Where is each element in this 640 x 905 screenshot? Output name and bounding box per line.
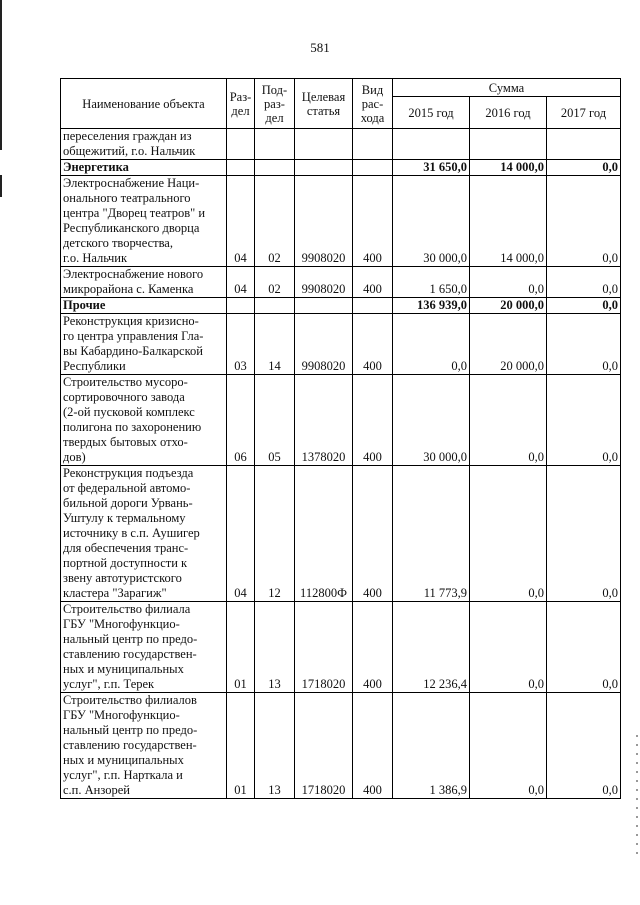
cell-y2016: 20 000,0	[470, 314, 547, 375]
cell-y2015: 30 000,0	[393, 375, 470, 466]
table-row	[61, 693, 621, 799]
cell-target: 1718020	[295, 693, 353, 799]
cell-y2017: 0,0	[547, 466, 621, 602]
cell-y2016: 0,0	[470, 693, 547, 799]
cell-razdel	[227, 129, 255, 160]
cell-name: Энергетика	[61, 160, 227, 176]
cell-podrazdel: 05	[255, 375, 295, 466]
cell-target: 9908020	[295, 314, 353, 375]
cell-y2015: 12 236,4	[393, 602, 470, 693]
cell-y2017: 0,0	[547, 314, 621, 375]
cell-name: Строительство филиала ГБУ "Многофункцио- нальный центр по предо- ставлению государствен- ных и муниципальных услуг", г.п. Терек	[61, 602, 227, 693]
table-row	[61, 375, 621, 466]
cell-name: Строительство мусоро- сортировочного завода (2-ой пусковой комплекс полигона по захоронению твердых бытовых отхо- дов)	[61, 375, 227, 466]
cell-target: 112800Ф	[295, 466, 353, 602]
cell-podrazdel: 13	[255, 602, 295, 693]
cell-vid	[353, 298, 393, 314]
cell-vid	[353, 129, 393, 160]
cell-y2015: 0,0	[393, 314, 470, 375]
cell-podrazdel: 12	[255, 466, 295, 602]
header-2017: 2017 год	[547, 97, 621, 129]
cell-y2016: 0,0	[470, 267, 547, 298]
cell-y2016: 14 000,0	[470, 176, 547, 267]
cell-razdel	[227, 160, 255, 176]
budget-table	[60, 78, 621, 799]
table-row	[61, 176, 621, 267]
header-2016: 2016 год	[470, 97, 547, 129]
cell-vid: 400	[353, 176, 393, 267]
header-podrazdel: Под- раз- дел	[255, 79, 295, 129]
cell-name: Электроснабжение Наци- онального театрального центра "Дворец театров" и Республиканского дворца детского творчества, г.о. Нальчик	[61, 176, 227, 267]
cell-target: 1378020	[295, 375, 353, 466]
cell-razdel: 01	[227, 693, 255, 799]
cell-y2017: 0,0	[547, 176, 621, 267]
table-row	[61, 602, 621, 693]
cell-razdel: 03	[227, 314, 255, 375]
cell-y2015: 1 386,9	[393, 693, 470, 799]
cell-target: 1718020	[295, 602, 353, 693]
cell-y2016: 0,0	[470, 602, 547, 693]
cell-y2016: 0,0	[470, 466, 547, 602]
cell-y2015: 1 650,0	[393, 267, 470, 298]
header-vid: Вид рас- хода	[353, 79, 393, 129]
cell-y2017: 0,0	[547, 375, 621, 466]
cell-y2015: 136 939,0	[393, 298, 470, 314]
cell-vid: 400	[353, 693, 393, 799]
cell-y2016	[470, 129, 547, 160]
cell-target: 9908020	[295, 267, 353, 298]
cell-podrazdel: 13	[255, 693, 295, 799]
cell-name: Реконструкция кризисно- го центра управления Гла- вы Кабардино-Балкарской Республики	[61, 314, 227, 375]
header-razdel: Раз- дел	[227, 79, 255, 129]
cell-vid: 400	[353, 602, 393, 693]
cell-y2016: 0,0	[470, 375, 547, 466]
cell-target: 9908020	[295, 176, 353, 267]
header-2015: 2015 год	[393, 97, 470, 129]
cell-target	[295, 298, 353, 314]
cell-name: Электроснабжение нового микрорайона с. Каменка	[61, 267, 227, 298]
cell-razdel: 04	[227, 466, 255, 602]
cell-target	[295, 129, 353, 160]
cell-podrazdel	[255, 160, 295, 176]
left-edge-mark-lower	[0, 175, 2, 197]
cell-vid: 400	[353, 314, 393, 375]
cell-name: Строительство филиалов ГБУ "Многофункцио- нальный центр по предо- ставлению государствен- ных и муниципальных услуг", г.п. Нарткала и с.п. Анзорей	[61, 693, 227, 799]
cell-razdel: 04	[227, 176, 255, 267]
cell-y2017: 0,0	[547, 602, 621, 693]
cell-name: Реконструкция подъезда от федеральной автомо- бильной дороги Урвань- Уштулу к термальному источнику в с.п. Аушигер для обеспечения транс- портной доступности к звену автотуристского кластера "Зарагиж"	[61, 466, 227, 602]
table-body	[61, 129, 621, 799]
cell-razdel: 04	[227, 267, 255, 298]
table-row	[61, 129, 621, 160]
header-sum: Сумма	[393, 79, 621, 97]
cell-vid: 400	[353, 267, 393, 298]
cell-vid: 400	[353, 375, 393, 466]
cell-target	[295, 160, 353, 176]
cell-podrazdel	[255, 129, 295, 160]
cell-y2015: 11 773,9	[393, 466, 470, 602]
cell-razdel: 01	[227, 602, 255, 693]
header-name: Наименование объекта	[61, 79, 227, 129]
cell-y2017: 0,0	[547, 693, 621, 799]
section-row	[61, 298, 621, 314]
cell-razdel	[227, 298, 255, 314]
table-row	[61, 466, 621, 602]
cell-y2017: 0,0	[547, 267, 621, 298]
cell-podrazdel: 02	[255, 267, 295, 298]
table-row	[61, 314, 621, 375]
page-number: 581	[310, 40, 330, 55]
section-row	[61, 160, 621, 176]
cell-y2017: 0,0	[547, 298, 621, 314]
header-target: Целевая статья	[295, 79, 353, 129]
cell-podrazdel	[255, 298, 295, 314]
cell-y2015: 31 650,0	[393, 160, 470, 176]
cell-podrazdel: 02	[255, 176, 295, 267]
cell-y2017	[547, 129, 621, 160]
cell-vid: 400	[353, 466, 393, 602]
cell-y2015: 30 000,0	[393, 176, 470, 267]
cell-name: Прочие	[61, 298, 227, 314]
table-row	[61, 267, 621, 298]
cell-y2017: 0,0	[547, 160, 621, 176]
cell-razdel: 06	[227, 375, 255, 466]
cell-vid	[353, 160, 393, 176]
cell-name: переселения граждан из общежитий, г.о. Нальчик	[61, 129, 227, 160]
cell-y2016: 20 000,0	[470, 298, 547, 314]
right-edge-dots	[636, 735, 638, 855]
left-edge-mark	[0, 0, 2, 150]
cell-podrazdel: 14	[255, 314, 295, 375]
cell-y2015	[393, 129, 470, 160]
cell-y2016: 14 000,0	[470, 160, 547, 176]
